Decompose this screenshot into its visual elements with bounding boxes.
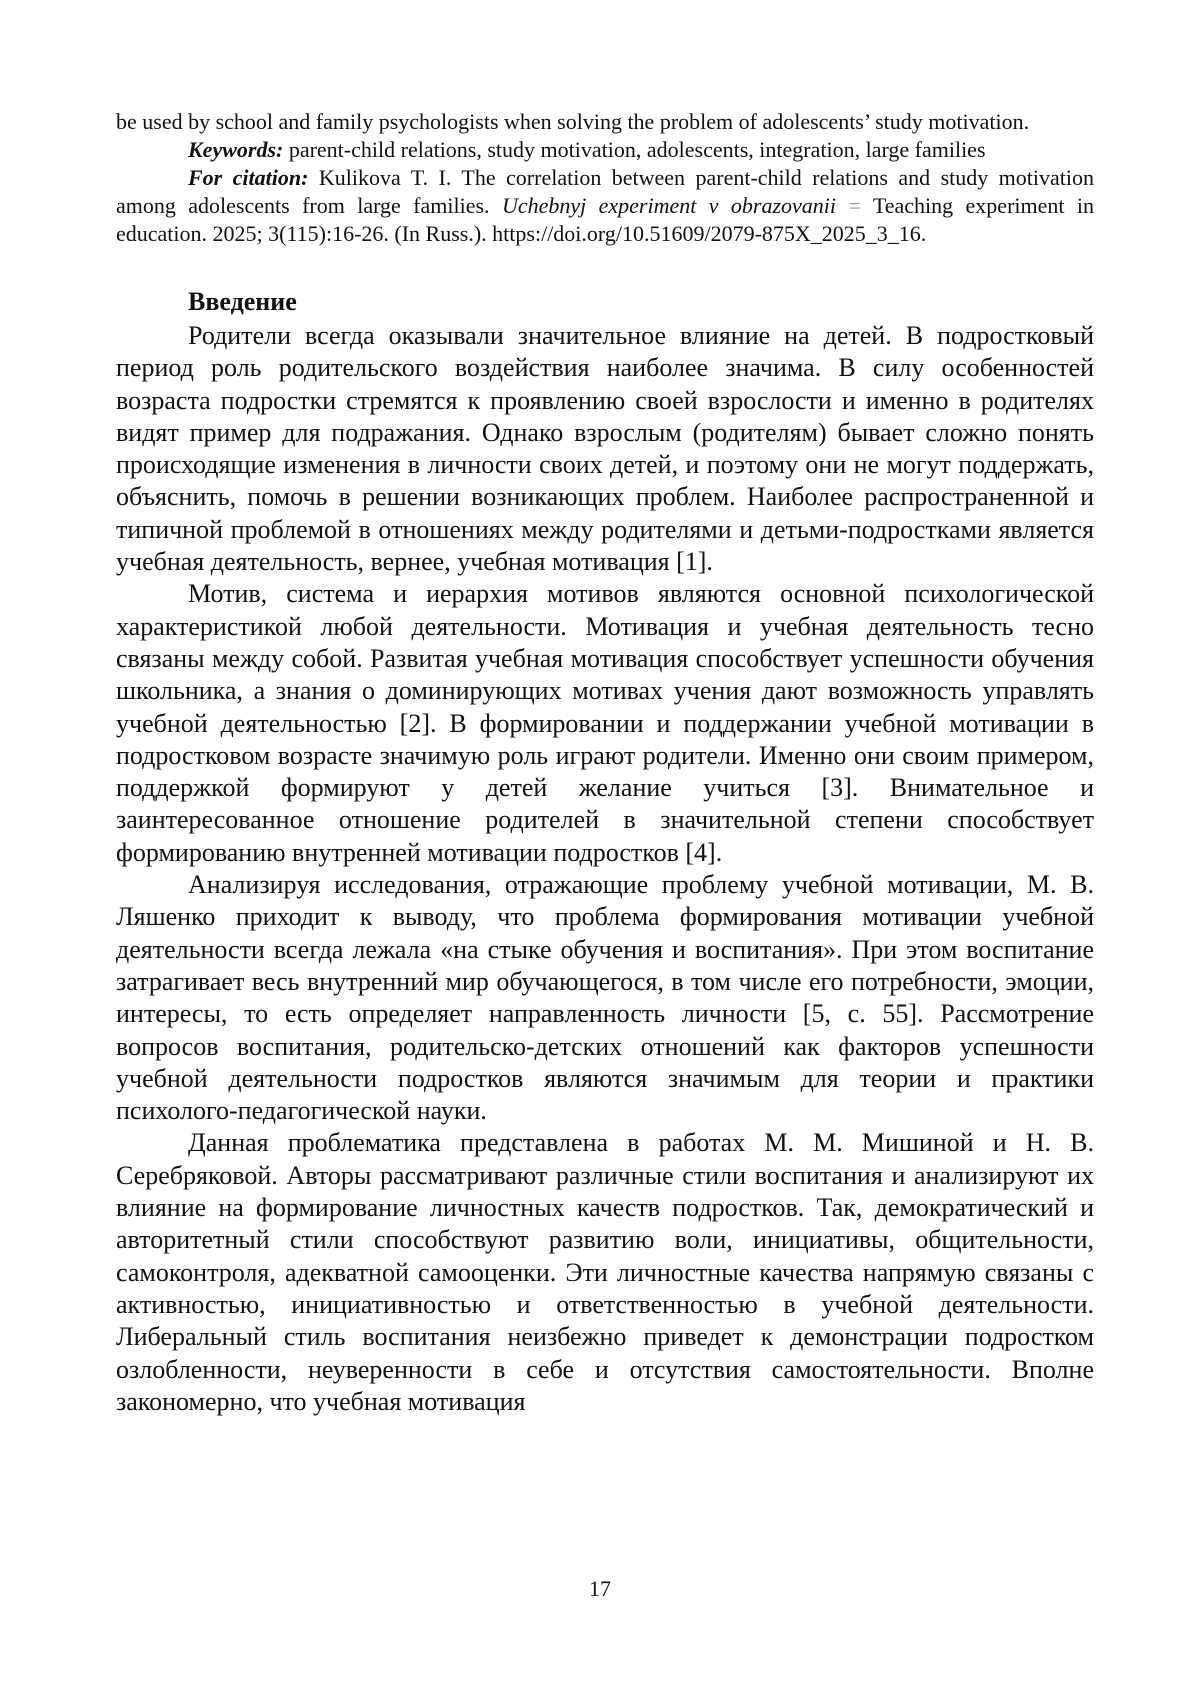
keywords-text: parent-child relations, study motivation, adolescents, integration, large families [283,137,986,162]
paragraph: Родители всегда оказывали значительное влияние на детей. В подростковый период роль родительского воздействия наиболее значима. В силу особенностей возраста подростки стремятся к проявлению своей взрослости и именно в родителях видят пример для подражания. Однако взрослым (родителям) бывает сложно понять происходящие изменения в личности своих детей, и поэтому они не могут поддержать, объяснить, помочь в решении возникающих проблем. Наиболее распространенной и типичной проблемой в отношениях между родителями и детьми-подростками является учебная деятельность, вернее, учебная мотивация [1]. [116,321,1094,577]
page-number: 17 [589,1576,611,1601]
body-text [116,320,1094,1418]
citation-rest: Teaching experiment in education. 2025; 3(115):16-26. (In Russ.). https://doi.org/10.51609/2079-875X_2025_3_16. [116,193,1095,246]
citation-eq: = [836,193,873,218]
paragraph: Данная проблематика представлена в работах М. М. Мишиной и Н. В. Серебряковой. Авторы рассматривают различные стили воспитания и анализируют их влияние на формирование личностных качеств подростков. Так, демократический и авторитетный стили способствуют развитию воли, инициативы, общительности, самоконтроля, адекватной самооценки. Эти личностные качества напрямую связаны с активностью, инициативностью и ответственностью в учебной деятельности. Либеральный стиль воспитания неизбежно приведет к демонстрации подростком озлобленности, неуверенности в себе и отсутствия самостоятельности. Вполне закономерно, что учебная мотивация [116,1128,1094,1416]
keywords-line [116,136,1094,164]
citation-journal: Uchebnyj experiment v obrazovanii [501,193,837,218]
paragraph: Мотив, система и иерархия мотивов являются основной психологической характеристикой любой деятельности. Мотивация и учебная деятельность тесно связаны между собой. Развитая учебная мотивация способствует успешности обучения школьника, а знания о доминирующих мотивах учения дают возможность управлять учебной деятельностью [2]. В формировании и поддержании учебной мотивации в подростковом возрасте значимую роль играют родители. Именно они своим примером, поддержкой формируют у детей желание учиться [3]. Внимательное и заинтересованное отношение родителей в значительной степени способствует формированию внутренней мотивации подростков [4]. [116,579,1094,867]
citation-label: For citation: [188,165,309,190]
abstract-tail: be used by school and family psychologists when solving the problem of adolescents’ study motivation. [116,109,1030,134]
keywords-label: Keywords: [188,137,284,162]
citation-line [116,164,1094,248]
section-heading: Введение [188,287,297,316]
page-content [116,108,1094,1418]
abstract-block [116,108,1094,248]
citation-authors: Kulikova T. I. The correlation between parent-child relations and study motivation among adolescents from large families. [116,165,1095,218]
paragraph: Анализируя исследования, отражающие проблему учебной мотивации, М. В. Ляшенко приходит к выводу, что проблема формирования мотивации учебной деятельности всегда лежала «на стыке обучения и воспитания». При этом воспитание затрагивает весь внутренний мир обучающегося, в том числе его потребности, эмоции, интересы, то есть определяет направленность личности [5, с. 55]. Рассмотрение вопросов воспитания, родительско-детских отношений как факторов успешности учебной деятельности подростков являются значимым для теории и практики психолого-педагогической науки. [116,870,1094,1126]
